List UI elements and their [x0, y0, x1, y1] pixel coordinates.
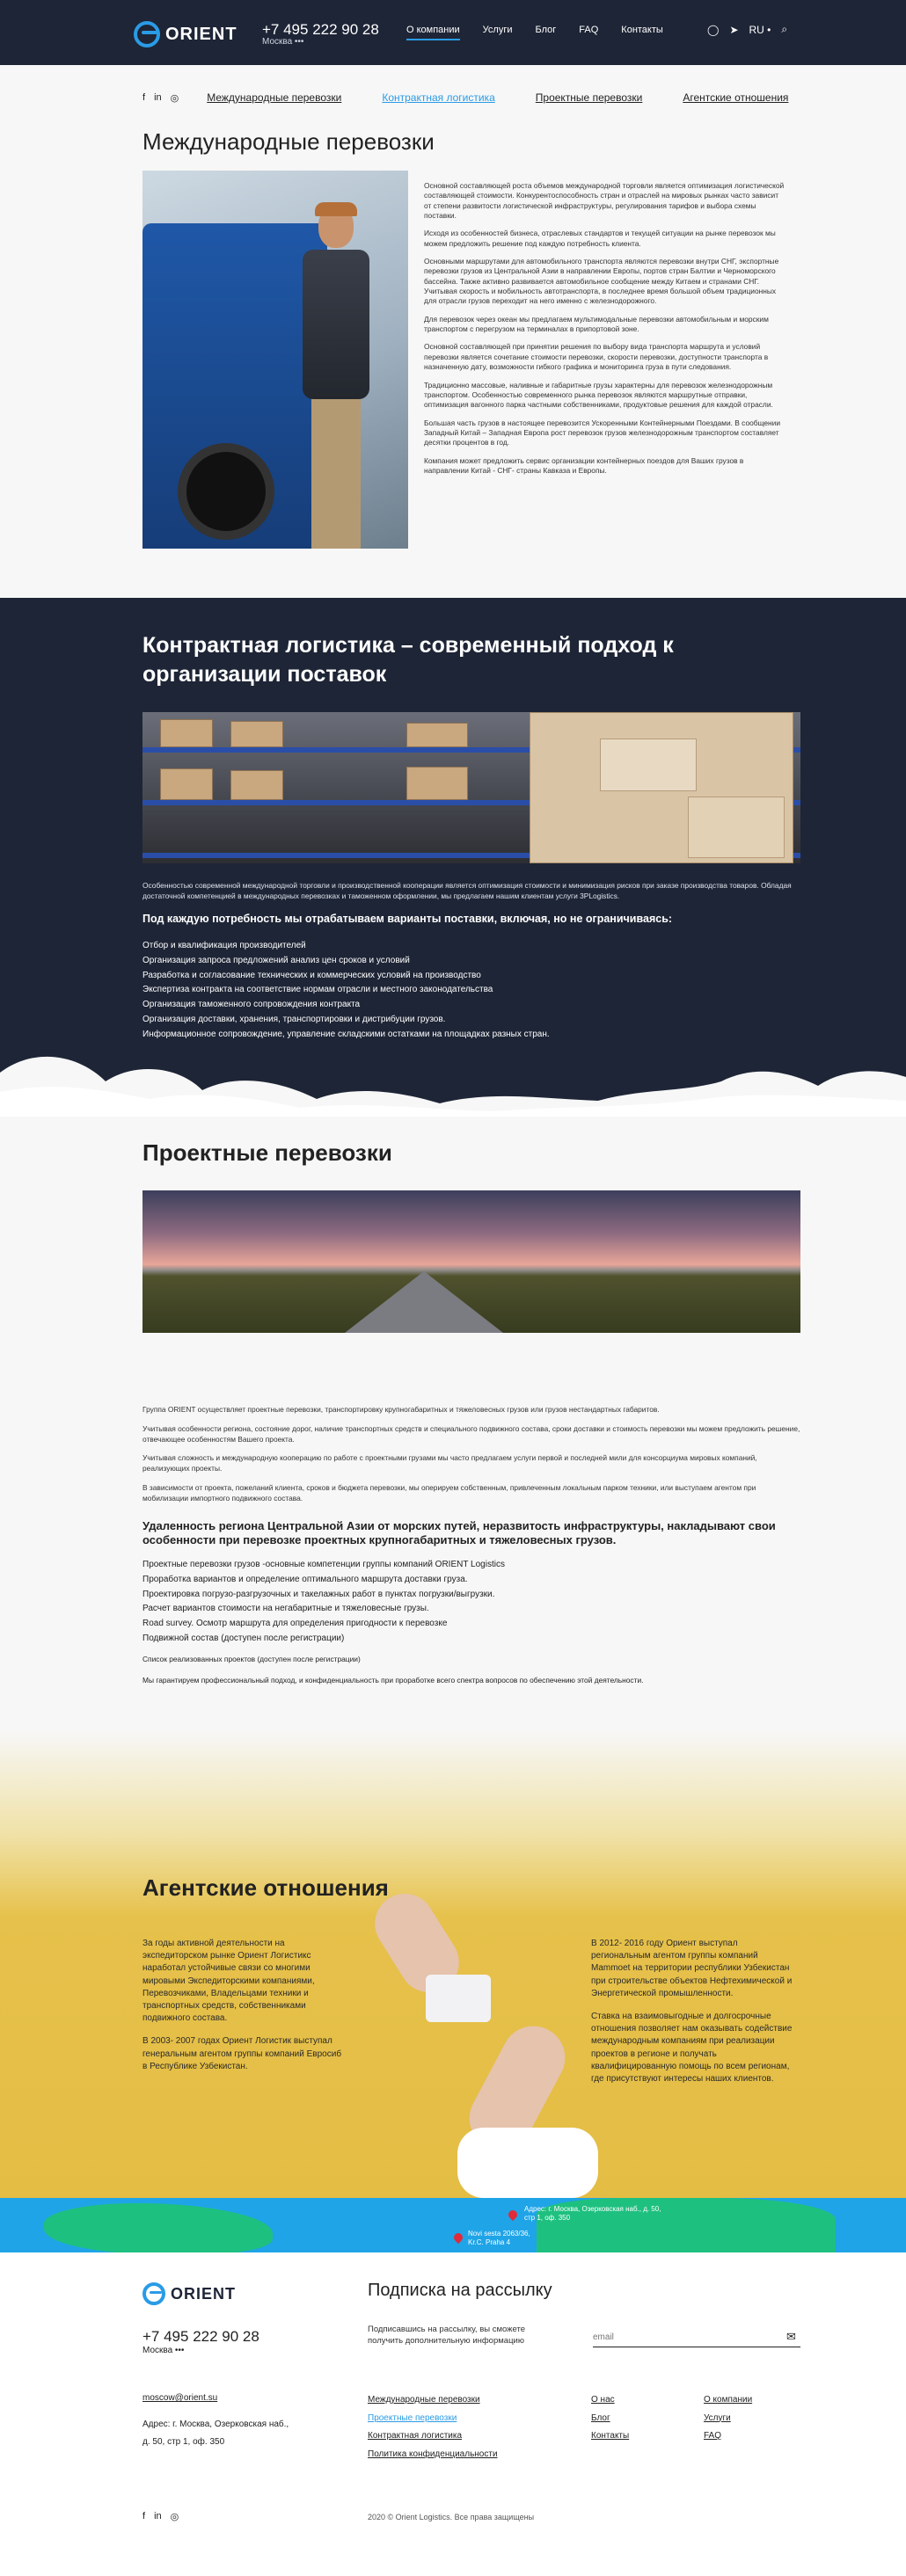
footer-link[interactable]: Контрактная логистика [368, 2431, 463, 2441]
list-item: Проектировка погрузо-разгрузочных и такелажных работ в пунктах погрузки/выгрузки. [142, 1589, 495, 1599]
facebook-icon[interactable]: f [142, 2511, 146, 2521]
section-title-contract: Контрактная логистика – современный подход к организации поставок [142, 633, 674, 687]
project-text [142, 1405, 802, 1512]
instagram-icon[interactable]: ◎ [170, 2512, 179, 2522]
paragraph: Основной составляющей при принятии решения по выбору вида транспорта маршрута и условий перевозки является сочетание стоимости перевозки, скорости перевозки, доступности транспорта в назначенную дату, возможности гибкого графика и мониторинга груза в пути следования. [424, 342, 769, 372]
subscribe-title: Подписка на рассылку [368, 2281, 552, 2300]
project-list [142, 1558, 505, 1647]
paragraph: Учитывая особенности региона, состояние дорог, наличие транспортных средств и специального подвижного состава, сроки доставки и стоимость перевозки мы можем предложить решение, отвечающее особенностям Вашего проекта. [142, 1423, 800, 1444]
highway-image [142, 1190, 800, 1333]
footer-link[interactable]: Международные перевозки [368, 2395, 480, 2405]
contract-subtitle: Под каждую потребность мы отрабатываем варианты поставки, включая, но не ограничиваясь: [142, 913, 673, 925]
guarantee-note: Мы гарантируем профессиональный подход, и конфиденциальность при проработке всего спектра вопросов по обеспечению этой деятельности. [142, 1676, 644, 1685]
clouds-divider [0, 1037, 906, 1117]
project-heading: Удаленность региона Центральной Азии от морских путей, неразвитость инфраструктуры, накладывают свои особенности при перевозке проектных крупногабаритных и тяжеловесных грузов. [142, 1519, 776, 1547]
main-nav [406, 25, 663, 40]
paragraph: В 2003- 2007 годах Ориент Логистик выступал генеральным агентом группы компаний Евросиб в Республике Узбекистан. [142, 2036, 342, 2071]
logo[interactable] [134, 21, 237, 47]
list-item: Организация запроса предложений анализ цен сроков и условий [142, 955, 410, 965]
section-title-project: Проектные перевозки [142, 1139, 392, 1166]
map-address-moscow: Адрес: г. Москва, Озерковская наб., д. 50, стр 1, оф. 350 [524, 2205, 661, 2222]
section-title-agency: Агентские отношения [142, 1874, 389, 1901]
international-text [424, 181, 785, 484]
linkedin-icon[interactable]: in [154, 91, 162, 103]
footer-phone[interactable]: +7 495 222 90 28 [142, 2328, 259, 2345]
paragraph: Ставка на взаимовыгодные и долгосрочные отношения позволяет нам оказывать содействие международным компаниям при реализации проектов в регионе и получать квалифицированную помощь по всем регионам, где присутствуют интересы наших клиентов. [591, 2011, 793, 2084]
paragraph: В зависимости от проекта, пожеланий клиента, сроков и бюджета перевозки, мы оперируем собственным, привлеченным локальным парком техники, или выступаем агентом при мобилизации импортного подвижного состава. [142, 1482, 756, 1503]
footer-email[interactable]: moscow@orient.su [142, 2393, 218, 2403]
list-item: Проработка вариантов и определение оптимального маршрута доставки груза. [142, 1574, 468, 1584]
nav-blog[interactable]: Блог [535, 25, 557, 35]
site-header [0, 0, 906, 65]
whatsapp-icon[interactable]: ◯ [707, 23, 720, 36]
social-links [142, 92, 179, 104]
paragraph: Исходя из особенностей бизнеса, отраслевых стандартов и текущей ситуации на рынке перевозок мы можем предложить решение под каждую потребность клиента. [424, 229, 776, 248]
logo-mark-icon [142, 2282, 165, 2305]
sleeve-image [457, 2128, 598, 2198]
copyright: 2020 © Orient Logistics. Все права защищены [368, 2513, 535, 2521]
footer-address [142, 2416, 289, 2450]
contract-paragraph: Особенностью современной международной торговли и производственной кооперации является оптимизация стоимости и минимизация рисков при заказе производства товаров. Обладая достаточной компетенцией в международных перевозках и таможенном оформлении, мы предлагаем нашим клиентам услуги 3PLogistics. [142, 881, 792, 900]
paragraph: Традиционно массовые, наливные и габаритные грузы характерны для перевозок железнодорожным транспортом. Особенностью современного рынка перевозок являются маршрутные отправки, оптимизация вагонного парка частными собственниками, продуктовые решения для каждой отрасли. [424, 380, 773, 410]
projects-list-note: Список реализованных проектов (доступен после регистрации) [142, 1655, 361, 1663]
search-icon[interactable]: ⌕ [781, 23, 788, 35]
instagram-icon[interactable]: ◎ [170, 92, 179, 104]
address-line: Адрес: г. Москва, Озерковская наб., [142, 2420, 289, 2429]
footer-logo[interactable] [142, 2282, 236, 2305]
paragraph: Для перевозок через океан мы предлагаем мультимодальные перевозки автомобильным и морским транспортом с перегрузом на терминалах в припортовой зоне. [424, 314, 769, 334]
paragraph: Большая часть грузов в настоящее перевозится Ускоренными Контейнерными Поездами. В сообщении Западный Китай – Западная Европа рост перевозок грузов железнодорожным транспортом составляет десятки процентов в год. [424, 418, 781, 448]
section-title-international: Международные перевозки [142, 128, 435, 155]
paragraph: За годы активной деятельности на экспедиторском рынке Ориент Логистикс наработал устойчивые связи со многими мировыми Экспедиторскими компаниями, Перевозчиками, Владельцами техники и транспортных средств, собственниками подвижного состава. [142, 1939, 315, 2024]
list-item: Проектные перевозки грузов -основные компетенции группы компаний ORIENT Logistics [142, 1560, 505, 1569]
section-tabs [142, 91, 800, 104]
footer-link[interactable]: Контакты [591, 2431, 630, 2441]
puzzle-piece-image [426, 1975, 491, 2022]
map-pin-icon[interactable] [452, 2231, 464, 2244]
header-icons [707, 23, 787, 36]
nav-about[interactable]: О компании [406, 25, 460, 40]
language-switch[interactable]: RU • [749, 23, 771, 36]
tab-project[interactable]: Проектные перевозки [535, 91, 643, 104]
footer-company-links [704, 2391, 752, 2446]
footer-link[interactable]: Услуги [704, 2412, 731, 2423]
address-line: д. 50, стр 1, оф. 350 [142, 2436, 225, 2447]
nav-services[interactable]: Услуги [482, 25, 513, 35]
footer-services-links [368, 2391, 498, 2463]
paragraph: В 2012- 2016 году Ориент выступал региональным агентом группы компаний Mammoet на территории республики Узбекистан при строительстве объектов Нефтехимической и Энергетической промышленности. [591, 1939, 793, 1998]
agency-left-text [142, 1938, 345, 2084]
footer-link[interactable]: О нас [591, 2395, 615, 2405]
footer-link[interactable]: FAQ [704, 2431, 722, 2441]
logo-text: ORIENT [171, 2284, 237, 2303]
list-item: Организация таможенного сопровождения контракта [142, 1000, 361, 1010]
subscribe-text: Подписавшись на рассылку, вы сможете получить дополнительную информацию [368, 2325, 526, 2346]
list-item: Road survey. Осмотр маршрута для определения пригодности к перевозке [142, 1619, 448, 1629]
map-pin-icon[interactable] [507, 2209, 519, 2221]
truck-driver-image [142, 171, 408, 549]
footer-link[interactable]: Проектные перевозки [368, 2412, 457, 2423]
contract-list [142, 939, 550, 1043]
linkedin-icon[interactable]: in [154, 2511, 162, 2521]
logo-mark-icon [134, 21, 160, 47]
list-item: Экспертиза контракта на соответствие нормам отрасли и местного законодательства [142, 985, 493, 995]
send-email-icon[interactable]: ✉ [786, 2330, 796, 2343]
paragraph: Основной составляющей роста объемов международной торговли является оптимизация логистической составляющей стоимости. Конкурентоспособность стран и отраслей на мировых рынках часто зависит от степени развитости логистической инфраструктуры, регулирования тарифов и выбора схемы поставки. [424, 181, 785, 221]
facebook-icon[interactable]: f [142, 91, 146, 103]
paragraph: Учитывая сложность и международную кооперацию по работе с проектными грузами мы часто предлагаем услуги первой и последней мили для консорциума мировых компаний, реализующих проекты. [142, 1453, 757, 1474]
list-item: Расчет вариантов стоимости на негабаритные и тяжеловесные грузы. [142, 1604, 429, 1614]
list-item: Организация доставки, хранения, транспортировки и дистрибуции грузов. [142, 1014, 446, 1024]
agency-right-text [591, 1938, 799, 2096]
paragraph: Компания может предложить сервис организации контейнерных поездов для Ваших грузов в направлении Китай - СНГ- страны Кавказа и Европы. [424, 455, 744, 475]
tab-agency[interactable]: Агентские отношения [683, 91, 789, 104]
warehouse-image [142, 712, 800, 863]
footer-info-links [591, 2391, 629, 2446]
map-address-prague: Novi sesta 2063/36, Kr.C. Praha 4 [468, 2230, 530, 2246]
header-city[interactable]: Москва ••• [262, 37, 304, 47]
footer-link[interactable]: Политика конфиденциальности [368, 2449, 498, 2459]
email-field[interactable] [593, 2328, 800, 2347]
list-item: Отбор и квалификация производителей [142, 941, 306, 950]
footer-city[interactable]: Москва ••• [142, 2346, 185, 2355]
nav-contacts[interactable]: Контакты [621, 25, 663, 35]
header-phone[interactable]: +7 495 222 90 28 [262, 21, 379, 38]
footer-social-links [142, 2511, 179, 2522]
logo-text: ORIENT [165, 24, 237, 44]
paragraph: Основными маршрутами для автомобильного транспорта являются перевозки внутри СНГ, экспортные перевозки грузов из Центральной Азии в направлении Европы, портов стран Балтии и Черноморского бассейна. Также активно развивается автомобильное сообщение между Китаем и странами СНГ. Учитывая скорость и мобильность автотранспорта, в последнее время большой объем традиционных для отрасли грузов переходит на него именно с железнодорожного. [424, 257, 779, 306]
tab-contract-logistics[interactable]: Контрактная логистика [382, 91, 495, 104]
contract-logistics-section [0, 598, 906, 1104]
list-item: Разработка и согласование технических и коммерческих условий на производство [142, 970, 481, 980]
footer-link[interactable]: О компании [704, 2395, 753, 2405]
offices-map[interactable] [0, 2198, 906, 2252]
nav-faq[interactable]: FAQ [579, 25, 599, 35]
paragraph: Группа ORIENT осуществляет проектные перевозки, транспортировку крупногабаритных и тяжеловесных грузов или грузов нестандартных габаритов. [142, 1405, 660, 1414]
list-item: Информационное сопровождение, управление складскими остатками на площадках разных стран. [142, 1029, 550, 1039]
tab-international[interactable]: Международные перевозки [207, 91, 342, 104]
telegram-icon[interactable]: ➤ [729, 23, 739, 36]
list-item: Подвижной состав (доступен после регистрации) [142, 1633, 345, 1643]
footer-link[interactable]: Блог [591, 2412, 610, 2423]
